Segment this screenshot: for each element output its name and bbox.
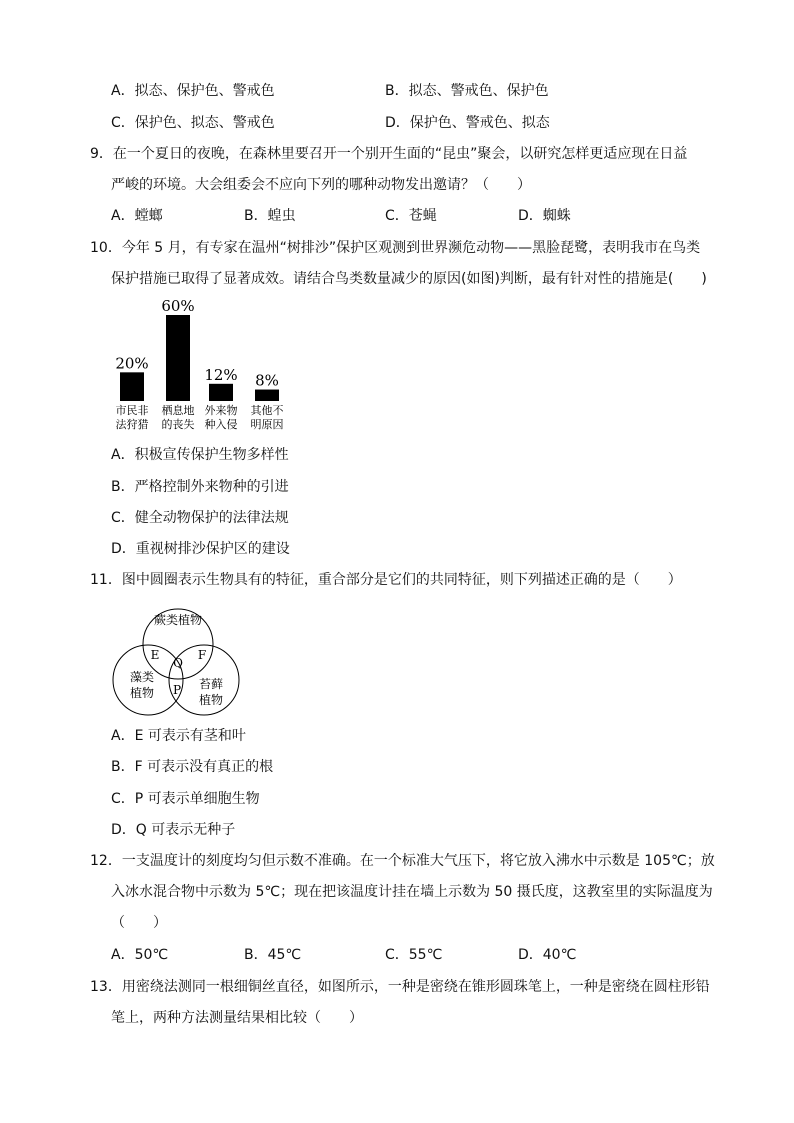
q12-option-b: B．45℃ xyxy=(244,947,302,963)
q9-stem-line2: 严峻的环境。大会组委会不应向下列的哪种动物发出邀请？（ ） xyxy=(111,177,531,193)
q9-stem-line1: 9．在一个夏日的夜晚，在森林里要召开一个别开生面的“昆虫”聚会，以研究怎样更适应现在日益 xyxy=(90,146,688,162)
q8-option-a: A．拟态、保护色、警戒色 xyxy=(111,83,275,99)
q12-option-c: C．55℃ xyxy=(385,947,443,963)
category-label-0-0: 市民非 xyxy=(115,404,149,417)
venn-label-moss-1: 苔藓 xyxy=(198,677,224,691)
venn-diagram xyxy=(112,608,242,718)
q9-option-c: C．苍蝇 xyxy=(385,208,437,224)
q11-option-d: D．Q 可表示无种子 xyxy=(111,822,236,838)
q8-option-d: D．保护色、警戒色、拟态 xyxy=(385,115,550,131)
category-label-3-1: 明原因 xyxy=(250,418,284,431)
category-label-1-1: 的丧失 xyxy=(161,418,195,431)
q10-stem-line2: 保护措施已取得了显著成效。请结合鸟类数量减少的原因(如图)判断，最有针对性的措施是( ) xyxy=(111,271,707,287)
venn-label-algae-2: 植物 xyxy=(129,686,155,700)
q11-stem-line1: 11．图中圆圈表示生物具有的特征，重合部分是它们的共同特征，则下列描述正确的是（ ） xyxy=(90,572,682,588)
q12-stem-line3: （ ） xyxy=(111,915,167,931)
bar-value-label-0: 20% xyxy=(115,354,149,373)
venn-label-algae-1: 藻类 xyxy=(129,670,155,684)
bar-value-label-1: 60% xyxy=(161,298,195,315)
q13-stem-line1: 13．用密绕法测同一根细铜丝直径，如图所示，一种是密绕在锥形圆珠笔上，一种是密绕在圆柱形铅 xyxy=(90,979,710,995)
bar-value-label-3: 8% xyxy=(255,371,279,390)
q8-option-c: C．保护色、拟态、警戒色 xyxy=(111,115,275,131)
q10-option-c: C．健全动物保护的法律法规 xyxy=(111,510,289,526)
bar-value-label-2: 12% xyxy=(204,365,238,384)
q13-stem-line2: 笔上，两种方法测量结果相比较（ ） xyxy=(111,1010,363,1026)
venn-label-e: E xyxy=(150,648,160,662)
q9-option-a: A．螳螂 xyxy=(111,208,163,224)
q8-option-b: B．拟态、警戒色、保护色 xyxy=(385,83,549,99)
category-label-0-1: 法狩猎 xyxy=(115,418,149,431)
venn-label-moss-2: 植物 xyxy=(198,693,224,707)
q11-option-a: A．E 可表示有茎和叶 xyxy=(111,728,246,744)
bar-3 xyxy=(255,390,279,401)
bar-2 xyxy=(209,384,233,401)
category-label-2-0: 外来物 xyxy=(204,404,238,417)
venn-label-q: Q xyxy=(173,656,183,670)
venn-label-fern: 蕨类植物 xyxy=(153,613,203,627)
q10-stem-line1: 10．今年 5 月，有专家在温州“树排沙”保护区观测到世界濒危动物——黑脸琵鹭，表明我市在鸟类 xyxy=(90,240,701,256)
q10-option-a: A．积极宣传保护生物多样性 xyxy=(111,447,289,463)
category-label-3-0: 其他不 xyxy=(250,404,284,417)
q10-option-d: D．重视树排沙保护区的建设 xyxy=(111,541,290,557)
q12-stem-line2: 入冰水混合物中示数为 5℃；现在把该温度计挂在墙上示数为 50 摄氏度，这教室里的实际温度为 xyxy=(111,884,713,900)
venn-label-p: P xyxy=(172,683,182,697)
bar-chart-svg xyxy=(112,298,292,438)
q9-option-d: D．蜘蛛 xyxy=(518,208,571,224)
category-label-1-0: 栖息地 xyxy=(161,404,195,417)
q12-option-a: A．50℃ xyxy=(111,947,169,963)
q12-option-d: D．40℃ xyxy=(518,947,577,963)
bar-0 xyxy=(120,372,144,401)
bar-1 xyxy=(166,315,190,401)
bird-decline-chart xyxy=(112,298,292,438)
q11-option-c: C．P 可表示单细胞生物 xyxy=(111,791,260,807)
q10-option-b: B．严格控制外来物种的引进 xyxy=(111,479,289,495)
venn-label-f: F xyxy=(197,648,207,662)
category-label-2-1: 种入侵 xyxy=(204,418,238,431)
q12-stem-line1: 12．一支温度计的刻度均匀但示数不准确。在一个标准大气压下，将它放入沸水中示数是 105℃；放 xyxy=(90,853,715,869)
q11-option-b: B．F 可表示没有真正的根 xyxy=(111,759,274,775)
q9-option-b: B．蝗虫 xyxy=(244,208,296,224)
